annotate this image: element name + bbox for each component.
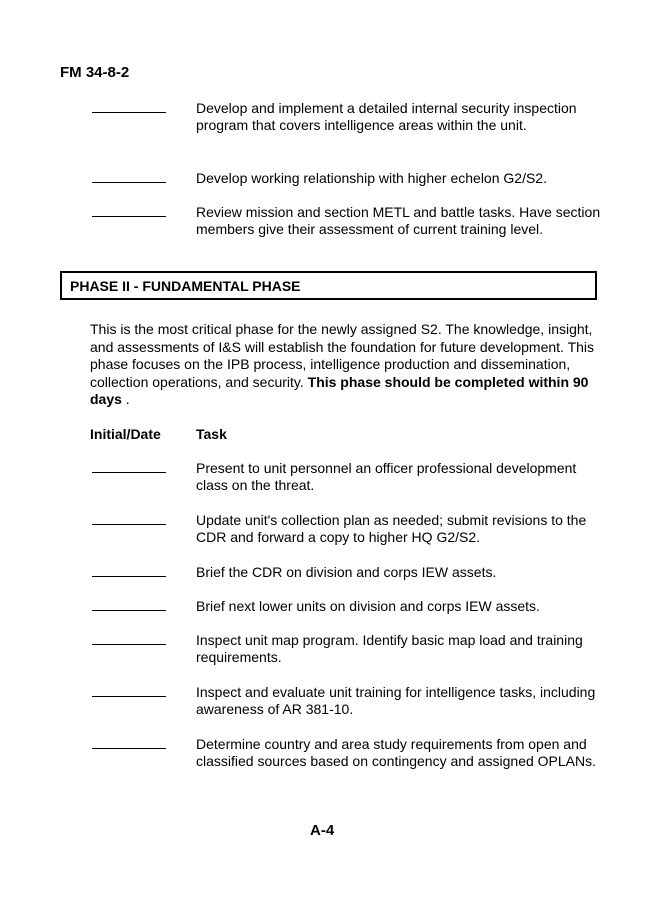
- initial-blank[interactable]: [92, 598, 166, 611]
- phase-intro-bold: This phase should be completed within 90 days: [90, 373, 589, 407]
- task-item: [92, 598, 612, 615]
- task-item: [92, 632, 612, 666]
- task-text: Review mission and section METL and battle tasks. Have section members give their assessment of current training level.: [196, 204, 601, 237]
- task-item: [92, 512, 612, 546]
- task-item: [92, 460, 612, 494]
- initial-blank[interactable]: [92, 512, 166, 525]
- task-text: Inspect and evaluate unit training for intelligence tasks, including awareness of AR 381-10.: [196, 684, 596, 717]
- phase-intro: [90, 321, 610, 409]
- task-item: [92, 736, 612, 770]
- phase-heading-box: [60, 271, 597, 300]
- task-text: Update unit's collection plan as needed; submit revisions to the CDR and forward a copy to higher HQ G2/S2.: [196, 512, 587, 545]
- column-header-task: Task: [196, 426, 227, 442]
- initial-blank[interactable]: [92, 632, 166, 645]
- phase-intro-end: .: [121, 391, 130, 407]
- initial-blank[interactable]: [92, 170, 166, 183]
- task-text: Develop working relationship with higher echelon G2/S2.: [196, 170, 547, 186]
- task-item: [92, 204, 612, 238]
- initial-blank[interactable]: [92, 204, 166, 217]
- column-header-initial-date: Initial/Date: [90, 426, 161, 442]
- phase-intro-text: This is the most critical phase for the newly assigned S2. The knowledge, insight, and assessments of I&S will establish the foundation for future development. This phase focuses on the IPB process, intelligence production and dissemination, collection operations, and security.: [90, 321, 595, 390]
- initial-blank[interactable]: [92, 460, 166, 473]
- task-text: Inspect unit map program. Identify basic map load and training requirements.: [196, 632, 583, 665]
- task-text: Present to unit personnel an officer professional development class on the threat.: [196, 460, 577, 493]
- initial-blank[interactable]: [92, 684, 166, 697]
- task-item: [92, 170, 612, 187]
- page-number: A-4: [310, 822, 335, 839]
- task-text: Brief the CDR on division and corps IEW assets.: [196, 564, 497, 580]
- task-item: [92, 684, 612, 718]
- task-text: Develop and implement a detailed internal security inspection program that covers intelligence areas within the unit.: [196, 100, 577, 133]
- task-text: Brief next lower units on division and corps IEW assets.: [196, 598, 540, 614]
- initial-blank[interactable]: [92, 564, 166, 577]
- document-id: FM 34-8-2: [60, 64, 130, 81]
- task-text: Determine country and area study requirements from open and classified sources based on contingency and assigned OPLANs.: [196, 736, 597, 769]
- task-item: [92, 100, 612, 134]
- initial-blank[interactable]: [92, 100, 166, 113]
- phase-title: PHASE II - FUNDAMENTAL PHASE: [70, 278, 301, 294]
- task-item: [92, 564, 612, 581]
- initial-blank[interactable]: [92, 736, 166, 749]
